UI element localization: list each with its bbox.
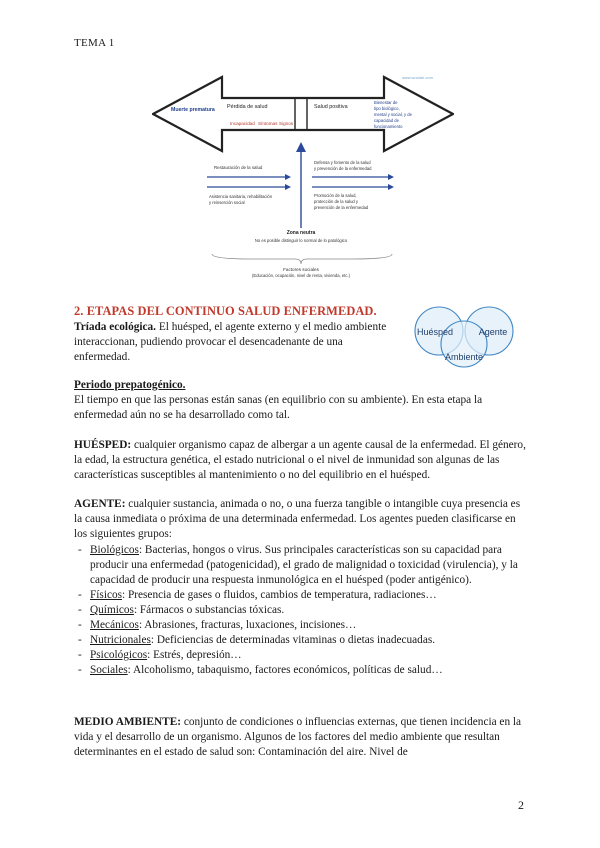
neutral-zone-sub: No es posible distinguir lo normal de lo patológico bbox=[254, 238, 348, 243]
right-head-label-2: tipo biológico, bbox=[374, 106, 400, 111]
triada-label: Tríada ecológica. bbox=[74, 321, 156, 333]
agente-paragraph bbox=[74, 497, 527, 542]
figure-watermark: www.wuolah.com bbox=[402, 75, 433, 80]
right-head-label-4: capacidad de bbox=[374, 118, 399, 123]
neutral-zone-title: Zona neutra bbox=[286, 230, 316, 236]
right-top-label-2: y prevención de la enfermedad bbox=[314, 166, 372, 171]
section-title: 2. ETAPAS DEL CONTINUO SALUD ENFERMEDAD. bbox=[74, 304, 377, 318]
agent-desc-psicologicos: : Estrés, depresión… bbox=[147, 649, 242, 661]
right-head-label-3: mental y social, y de bbox=[374, 112, 412, 117]
left-arrow-sub1: Incapacidad bbox=[230, 121, 255, 126]
left-bottom-label-2: y reinserción social bbox=[209, 200, 245, 205]
venn-label-environment: Ambiente bbox=[444, 352, 484, 362]
factors-title: Factores sociales bbox=[283, 267, 319, 272]
venn-diagram bbox=[405, 306, 525, 368]
right-arrow-title: Salud positiva bbox=[314, 104, 348, 110]
agente-label: AGENTE: bbox=[74, 498, 126, 510]
factors-sub: (Educación, ocupación, nivel de renta, vivienda, etc.) bbox=[252, 273, 350, 278]
right-bottom-label-1: Promoción de la salud, bbox=[314, 193, 357, 198]
medio-label: MEDIO AMBIENTE: bbox=[74, 716, 182, 728]
list-item bbox=[74, 603, 527, 618]
left-top-label: Restauración de la salud bbox=[214, 165, 263, 170]
right-head-label-1: Bienestar de bbox=[374, 100, 398, 105]
agent-desc-biologicos: : Bacterias, hongos o virus. Sus principales características son su capacidad para producir una enfermedad (patogenicidad), el grado de malignidad o toxicidad (virulencia), y la capacidad de producir una respuesta inmunológica en el huésped (poder antigénico). bbox=[90, 544, 518, 586]
factors-brace bbox=[212, 254, 392, 264]
agent-term-biologicos: Biológicos bbox=[90, 544, 139, 556]
agent-term-nutricionales: Nutricionales bbox=[90, 634, 151, 646]
page-header: TEMA 1 bbox=[74, 37, 115, 49]
medio-ambiente-paragraph bbox=[74, 715, 527, 760]
right-bottom-label-3: prevención de la enfermedad bbox=[314, 205, 369, 210]
huesped-label: HUÉSPED: bbox=[74, 439, 132, 451]
agente-text: cualquier sustancia, animada o no, o una fuerza tangible o intangible cuya presencia es la causa inmediata o próxima de una determinada enfermedad. Los agentes pueden clasificarse en los siguientes grupos: bbox=[74, 498, 521, 540]
periodo-heading bbox=[74, 378, 527, 393]
agent-desc-sociales: : Alcoholismo, tabaquismo, factores económicos, políticas de salud… bbox=[127, 664, 443, 676]
left-arrow-title: Pérdida de salud bbox=[227, 104, 268, 110]
triada-paragraph bbox=[74, 320, 394, 365]
venn-label-agent: Agente bbox=[478, 327, 508, 337]
list-item bbox=[74, 633, 527, 648]
list-item bbox=[74, 588, 527, 603]
agent-types-list bbox=[74, 543, 527, 678]
agent-term-mecanicos: Mecánicos bbox=[90, 619, 139, 631]
right-bottom-label-2: protección de la salud y bbox=[314, 199, 358, 204]
epidemiologic-triad-venn bbox=[405, 306, 525, 368]
list-item bbox=[74, 663, 527, 678]
health-continuum-figure bbox=[152, 70, 454, 286]
huesped-paragraph bbox=[74, 438, 527, 483]
agent-term-sociales: Sociales bbox=[90, 664, 128, 676]
agent-term-psicologicos: Psicológicos bbox=[90, 649, 148, 661]
left-head-label: Muerte prematura bbox=[171, 107, 215, 113]
huesped-text: cualquier organismo capaz de albergar a un agente causal de la enfermedad. El género, la edad, la estructura genética, el estado nutricional o el nivel de inmunidad son algunas de las características susceptibles al mantenimiento o no del equilibrio en el huésped. bbox=[74, 439, 526, 481]
health-continuum-diagram bbox=[152, 70, 454, 286]
arrow-restore-head bbox=[285, 174, 291, 180]
vertical-axis-arrowhead bbox=[296, 142, 306, 152]
list-item bbox=[74, 618, 527, 633]
right-top-label-1: Defensa y fomento de la salud bbox=[314, 160, 371, 165]
venn-label-host: Huésped bbox=[416, 327, 454, 337]
arrow-assist-head bbox=[285, 184, 291, 190]
left-bottom-label-1: Asistencia sanitaria, rehabilitación bbox=[209, 194, 273, 199]
left-arrow-sub3: Signos bbox=[279, 121, 294, 126]
agent-desc-quimicos: : Fármacos o substancias tóxicas. bbox=[133, 604, 285, 616]
agent-desc-fisicos: : Presencia de gases o fluidos, cambios de temperatura, radiaciones… bbox=[122, 589, 437, 601]
agent-term-fisicos: Físicos bbox=[90, 589, 123, 601]
medio-text: conjunto de condiciones o influencias externas, que tienen incidencia en la vida y el desarrollo de un organismo. Algunos de los factores del medio ambiente que resultan determinantes en el estado de salud son: Contaminación del aire. Nivel de bbox=[74, 716, 522, 758]
arrow-defense-head bbox=[388, 174, 394, 180]
triada-text: El huésped, el agente externo y el medio ambiente interaccionan, pudiendo provocar el desencadenante de una enfermedad. bbox=[74, 321, 387, 363]
arrow-promotion-head bbox=[388, 184, 394, 190]
periodo-paragraph: El tiempo en que las personas están sanas (en equilibrio con su ambiente). En esta etapa la enfermedad aún no se ha desarrollado como tal. bbox=[74, 394, 483, 421]
right-head-label-5: funcionamiento bbox=[374, 124, 403, 129]
agent-desc-nutricionales: : Deficiencias de determinadas vitaminas o dietas inadecuadas. bbox=[150, 634, 436, 646]
agent-term-quimicos: Químicos bbox=[90, 604, 134, 616]
list-item bbox=[74, 543, 527, 588]
page-number: 2 bbox=[518, 798, 524, 812]
list-item bbox=[74, 648, 527, 663]
left-arrow-sub2: Síntomas bbox=[258, 121, 278, 126]
agent-desc-mecanicos: : Abrasiones, fracturas, luxaciones, incisiones… bbox=[138, 619, 357, 631]
periodo-title: Periodo prepatogénico. bbox=[74, 379, 186, 391]
